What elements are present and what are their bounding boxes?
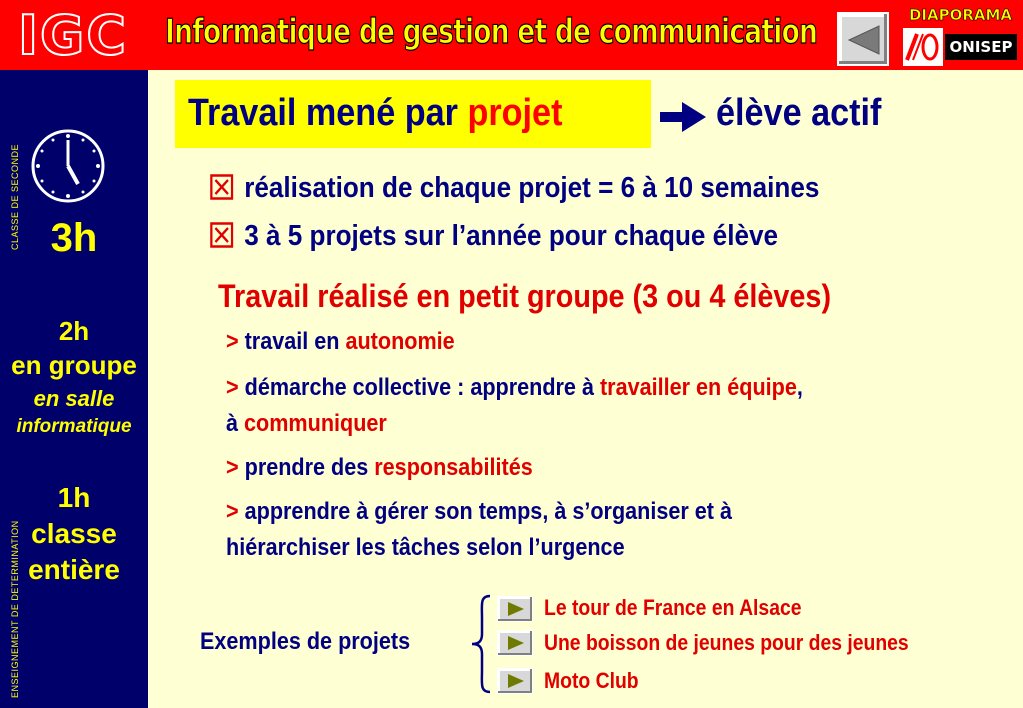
sidebar <box>0 70 148 708</box>
play-icon <box>506 601 526 617</box>
point-time-management <box>226 498 732 526</box>
diaporama-label: DIAPORAMA <box>908 6 1013 24</box>
point-marker: > <box>226 498 239 525</box>
arrow-right-icon <box>660 102 706 132</box>
example-link[interactable]: Moto Club <box>544 668 639 693</box>
point-text: démarche collective : apprendre à <box>244 374 600 401</box>
header-title: Informatique de gestion et de communication <box>165 12 818 52</box>
point-text: à <box>226 410 245 437</box>
checkbox-x-icon <box>210 222 233 248</box>
clock-icon <box>30 128 106 204</box>
block1-hours: 2h <box>58 316 90 346</box>
point-time-management-line2 <box>226 534 625 562</box>
block1-line3: informatique <box>16 416 132 437</box>
check-row-count <box>210 220 778 253</box>
point-marker: > <box>226 454 239 481</box>
point-highlight: responsabilités <box>374 454 533 481</box>
total-hours: 3h <box>50 216 98 260</box>
example-link[interactable]: Le tour de France en Alsace <box>544 595 802 620</box>
block2-line1: classe <box>31 518 117 549</box>
examples-label: Exemples de projets <box>200 628 411 655</box>
check-row-duration <box>210 172 819 205</box>
page-title <box>188 92 562 135</box>
point-highlight: autonomie <box>345 328 455 355</box>
title-accent: projet <box>467 92 563 134</box>
point-comma: , <box>796 374 803 401</box>
block2-hours: 1h <box>57 482 91 513</box>
point-responsibilities <box>226 454 533 482</box>
curly-brace-icon <box>470 594 494 694</box>
point-highlight: communiquer <box>244 410 387 437</box>
diaporama-onisep-badge[interactable] <box>903 6 1018 66</box>
example-play-button[interactable] <box>497 668 533 694</box>
point-text: apprendre à gérer son temps, à s’organiser et à <box>244 498 733 525</box>
block2-line2: entière <box>28 554 120 585</box>
sidebar-vertical-top-text: CLASSE DE SECONDE <box>10 143 20 250</box>
check-row-text: 3 à 5 projets sur l’année pour chaque élève <box>244 220 779 252</box>
point-marker: > <box>226 328 239 355</box>
point-text: prendre des <box>244 454 375 481</box>
sidebar-vertical-bottom-text: ENSEIGNEMENT DE DETERMINATION <box>10 520 20 698</box>
igc-logo <box>0 0 146 70</box>
onisep-logo-group <box>903 28 1018 66</box>
example-play-button[interactable] <box>497 596 533 622</box>
triangle-left-icon <box>847 24 881 56</box>
play-icon <box>506 673 526 689</box>
title-suffix: élève actif <box>716 92 882 134</box>
point-autonomy <box>226 328 455 356</box>
block1-line1: en groupe <box>11 350 137 380</box>
point-highlight: travailler en équipe <box>599 374 797 401</box>
point-text: travail en <box>244 328 346 355</box>
play-icon <box>506 635 526 651</box>
example-play-button[interactable] <box>497 630 533 656</box>
block1-line2: en salle <box>33 386 115 411</box>
onisep-logo-icon <box>903 28 943 66</box>
point-collective-line2 <box>226 410 387 438</box>
example-link[interactable]: Une boisson de jeunes pour des jeunes <box>544 630 909 655</box>
back-button[interactable] <box>837 12 889 66</box>
group-work-heading: Travail réalisé en petit groupe (3 ou 4 élèves) <box>218 278 832 314</box>
onisep-label: ONISEP <box>945 34 1017 60</box>
header-bar <box>0 0 1023 70</box>
point-collective <box>226 374 803 402</box>
point-text: hiérarchiser les tâches selon l’urgence <box>226 534 625 561</box>
check-row-text: réalisation de chaque projet = 6 à 10 semaines <box>244 172 820 204</box>
point-marker: > <box>226 374 239 401</box>
checkbox-x-icon <box>210 174 233 200</box>
title-prefix: Travail mené par <box>188 92 468 134</box>
logo-text: IGC <box>17 3 129 67</box>
